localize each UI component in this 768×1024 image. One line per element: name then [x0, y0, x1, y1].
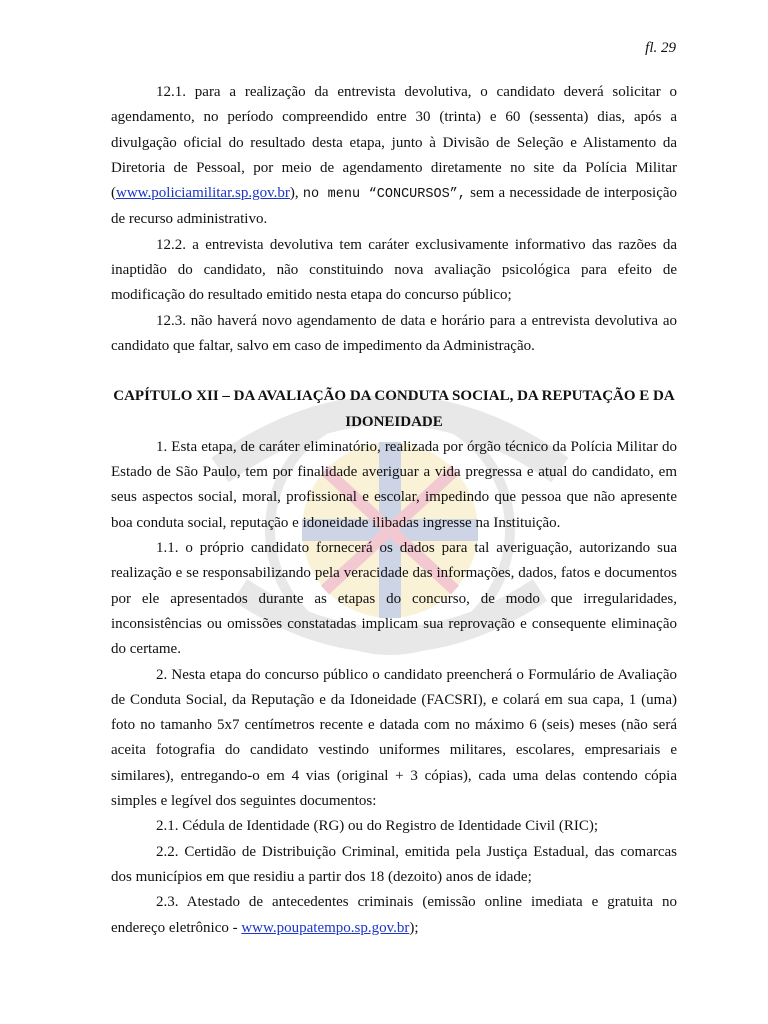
- paragraph-2: 2. Nesta etapa do concurso público o candidato preencherá o Formulário de Avaliação de Conduta Social, da Reputação e da Idoneidade (FACSRI), e colará em sua capa, 1 (uma) foto no tamanho 5x7 centímetros recente e datada com no máximo 6 (seis) meses (não será aceita fotografia do candidato vestindo uniformes militares, escolares, empresariais e similares), entregando-o em 4 vias (original + 3 cópias), cada uma delas contendo cópia simples e legível dos seguintes documentos:: [111, 666, 677, 810]
- paragraph-1: 1. Esta etapa, de caráter eliminatório, realizada por órgão técnico da Polícia Militar do Estado de São Paulo, tem por finalidade averiguar a vida pregressa e atual do candidato, em seus aspectos social, moral, profissional e escolar, impedindo que pessoa que não apresente boa conduta social, reputação e idoneidade ilibadas ingresse na Instituição.: [111, 438, 677, 531]
- paragraph-2-2: 2.2. Certidão de Distribuição Criminal, emitida pela Justiça Estadual, das comarcas dos municípios em que residiu a partir dos 18 (dezoito) anos de idade;: [111, 843, 677, 885]
- paragraph-12-3: 12.3. não haverá novo agendamento de data e horário para a entrevista devolutiva ao candidato que faltar, salvo em caso de impedimento da Administração.: [111, 312, 677, 354]
- poupatempo-link[interactable]: www.poupatempo.sp.gov.br: [241, 919, 410, 936]
- page-folio: fl. 29: [645, 40, 676, 56]
- paragraph-12-1: 12.1. para a realização da entrevista devolutiva, o candidato deverá solicitar o agendamento, no período compreendido entre 30 (trinta) e 60 (sessenta) dias, após a divulgação oficial do resultado desta etapa, junto à Divisão de Seleção e Alistamento da Diretoria de Pessoal, por meio de agendamento diretamente no site da Polícia Militar (www.policiamilitar.sp.gov.br), no menu “CONCURSOS”, sem a necessidade de interposição de recurso administrativo.: [111, 84, 678, 228]
- paragraph-1-1: 1.1. o próprio candidato fornecerá os dados para tal averiguação, autorizando sua realização e se responsabilizando pela veracidade das informações, dados, fatos e documentos por ele apresentados durante as etapas do concurso, de modo que irregularidades, inconsistências ou omissões constatadas implicam sua reprovação e consequente eliminação do certame.: [111, 540, 677, 658]
- menu-concursos-text: no menu “CONCURSOS”,: [302, 187, 466, 203]
- policiamilitar-link[interactable]: www.policiamilitar.sp.gov.br: [116, 185, 290, 202]
- paragraph-12-2: 12.2. a entrevista devolutiva tem caráter exclusivamente informativo das razões da inaptidão do candidato, não constituindo nova avaliação psicológica para efeito de modificação do resultado emitido nesta etapa do concurso público;: [111, 236, 677, 304]
- document-body: [111, 80, 677, 941]
- paragraph-2-1: 2.1. Cédula de Identidade (RG) ou do Registro de Identidade Civil (RIC);: [156, 818, 598, 835]
- chapter-xii-heading: CAPÍTULO XII – DA AVALIAÇÃO DA CONDUTA SOCIAL, DA REPUTAÇÃO E DA IDONEIDADE: [113, 388, 675, 430]
- paragraph-2-3: 2.3. Atestado de antecedentes criminais (emissão online imediata e gratuita no endereço eletrônico - www.poupatempo.sp.gov.br);: [111, 894, 677, 936]
